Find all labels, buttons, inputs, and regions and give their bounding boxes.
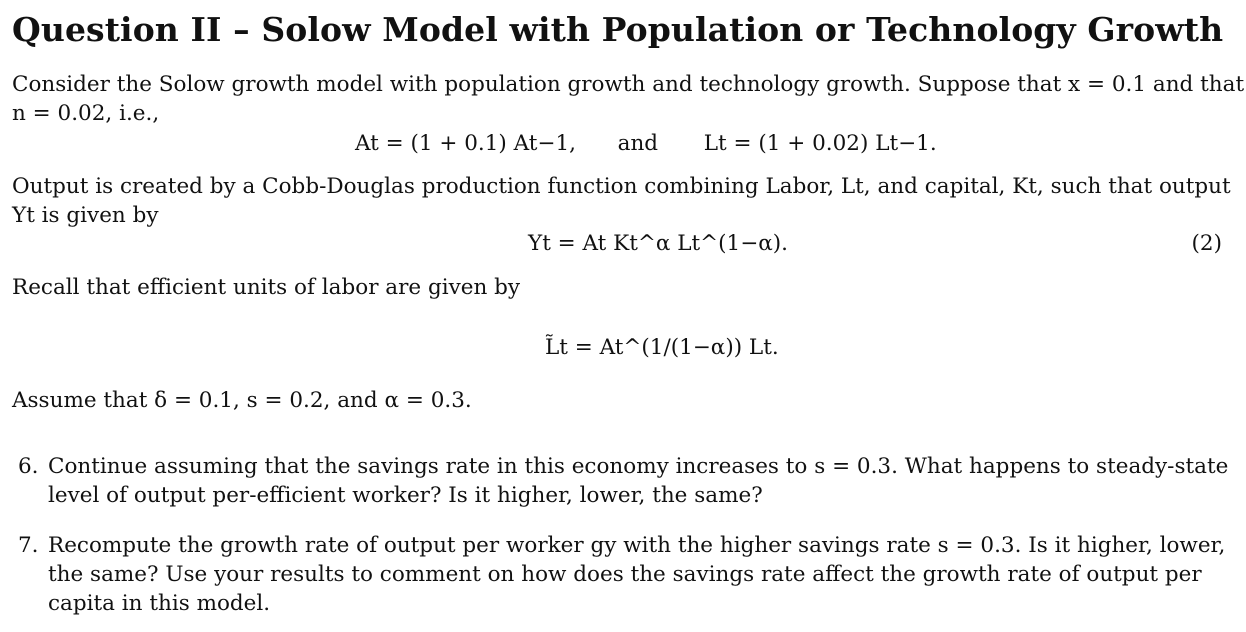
list-item <box>18 531 1228 618</box>
equation-growth-connector: and <box>617 131 659 156</box>
equation-growth-left: At = (1 + 0.1) At−1, <box>355 131 576 156</box>
output-paragraph <box>12 172 1231 230</box>
intro-line-2: n = 0.02, i.e., <box>12 101 160 126</box>
intro-paragraph <box>12 70 1245 128</box>
question-7-line-3: capita in this model. <box>48 591 271 616</box>
equation-number: (2) <box>1191 231 1222 256</box>
output-line-1: Output is created by a Cobb-Douglas production function combining Labor, Lt, and capital, Kt, such that output <box>12 174 1231 199</box>
question-7-line-1: Recompute the growth rate of output per worker gy with the higher savings rate s = 0.3. Is it higher, lower, <box>48 533 1226 558</box>
equation-efficient-labor: L̃t = At^(1/(1−α)) Lt. <box>545 335 779 360</box>
equation-growth-right: Lt = (1 + 0.02) Lt−1. <box>703 131 937 156</box>
question-6-line-1: Continue assuming that the savings rate in this economy increases to s = 0.3. What happens to steady-state <box>48 454 1229 479</box>
assume-line: Assume that δ = 0.1, s = 0.2, and α = 0.3. <box>12 388 472 413</box>
question-6-marker: 6. <box>18 454 39 479</box>
equation-growth <box>355 131 937 156</box>
equation-production: Yt = At Kt^α Lt^(1−α). <box>528 231 788 256</box>
intro-line-1: Consider the Solow growth model with population growth and technology growth. Suppose that x = 0.1 and that <box>12 72 1245 97</box>
list-item <box>18 452 1228 510</box>
recall-paragraph <box>12 273 1224 302</box>
question-7-marker: 7. <box>18 533 39 558</box>
question-6-line-2: level of output per-efficient worker? Is it higher, lower, the same? <box>48 483 763 508</box>
assume-paragraph <box>12 386 1224 415</box>
page-title: Question II – Solow Model with Population or Technology Growth <box>12 10 1224 49</box>
output-line-2: Yt is given by <box>12 203 159 228</box>
recall-line: Recall that efficient units of labor are given by <box>12 275 521 300</box>
question-7-line-2: the same? Use your results to comment on how does the savings rate affect the growth rate of output per <box>48 562 1202 587</box>
